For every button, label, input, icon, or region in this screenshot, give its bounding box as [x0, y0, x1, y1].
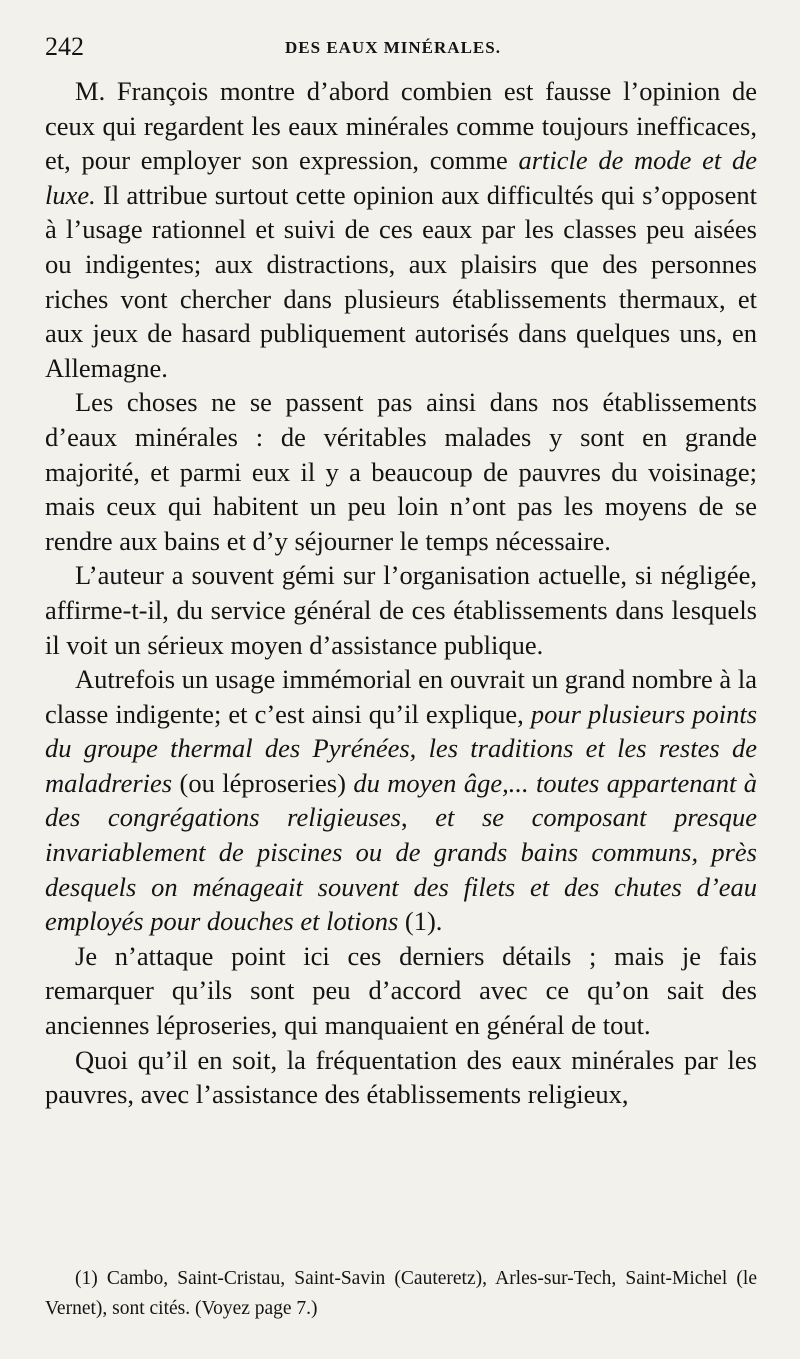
text-segment: Je n’attaque point ici ces derniers détails ; mais je fais remarquer qu’ils sont peu d’accord avec ce qu’on sait des anciennes léproseries, qui manquaient en général de tout.	[45, 940, 757, 1041]
italic-segment: du moyen âge,... toutes appartenant à des congrégations religieuses	[45, 767, 757, 833]
footnote-text: (1) Cambo, Saint-Cristau, Saint-Savin (Cauteretz), Arles-sur-Tech, Saint-Michel (le Vernet), sont cités. (Voyez page 7.)	[45, 1268, 757, 1319]
page-number: 242	[45, 32, 84, 61]
italic-segment: article de mode et de luxe.	[45, 145, 757, 210]
paragraph	[45, 385, 757, 558]
text-segment: Autrefois un usage immémorial en ouvrait un grand nombre à la classe indigente; et c’est ainsi qu’il explique,	[45, 664, 757, 729]
italic-segment: pour plusieurs points du groupe thermal des Pyrénées, les traditions et les restes de maladreries	[45, 698, 758, 798]
running-title: DES EAUX MINÉRALES.	[285, 38, 501, 57]
text-segment: Il attribue surtout cette opinion aux difficultés qui s’opposent à l’usage rationnel et suivi de ces eaux par les classes peu aisées ou indigentes; aux distractions, aux plaisirs que des personnes riches vont chercher dans plusieurs établissements thermaux, et aux jeux de hasard publiquement autorisés dans quelques uns, en Allemagne.	[45, 179, 757, 383]
text-segment: ,	[401, 802, 436, 833]
text-segment: (1).	[398, 906, 443, 937]
italic-segment: et se composant presque invariablement de piscines ou de grands bains communs, près desquels on ménageait souvent des filets et des chutes d’eau employés pour douches et lotions	[45, 802, 757, 937]
text-segment: L’auteur a souvent gémi sur l’organisation actuelle, si négligée, affirme-t-il, du service général de ces établissements dans lesquels il voit un sérieux moyen d’assistance publique.	[45, 560, 757, 660]
page-header	[45, 32, 765, 64]
footnote	[45, 1264, 757, 1324]
paragraph	[45, 1043, 757, 1112]
paragraph	[45, 662, 757, 939]
paragraph	[45, 939, 757, 1043]
text-segment: Quoi qu’il en soit, la fréquentation des eaux minérales par les pauvres, avec l’assistance des établissements religieux,	[45, 1044, 757, 1110]
text-segment: M. François montre d’abord combien est fausse l’opinion de ceux qui regardent les eaux minérales comme toujours inefficaces, et, pour employer son expression, comme	[45, 76, 757, 176]
paragraph	[45, 558, 757, 662]
paragraph	[45, 74, 757, 385]
text-segment: Les choses ne se passent pas ainsi dans nos établissements d’eaux minérales : de véritables malades y sont en grande majorité, et parmi eux il y a beaucoup de pauvres du voisinage; mais ceux qui habitent un peu loin n’ont pas les moyens de se rendre aux bains et d’y séjourner le temps nécessaire.	[45, 387, 757, 556]
text-segment: (ou léproseries)	[172, 767, 354, 798]
body-text	[45, 74, 757, 1112]
